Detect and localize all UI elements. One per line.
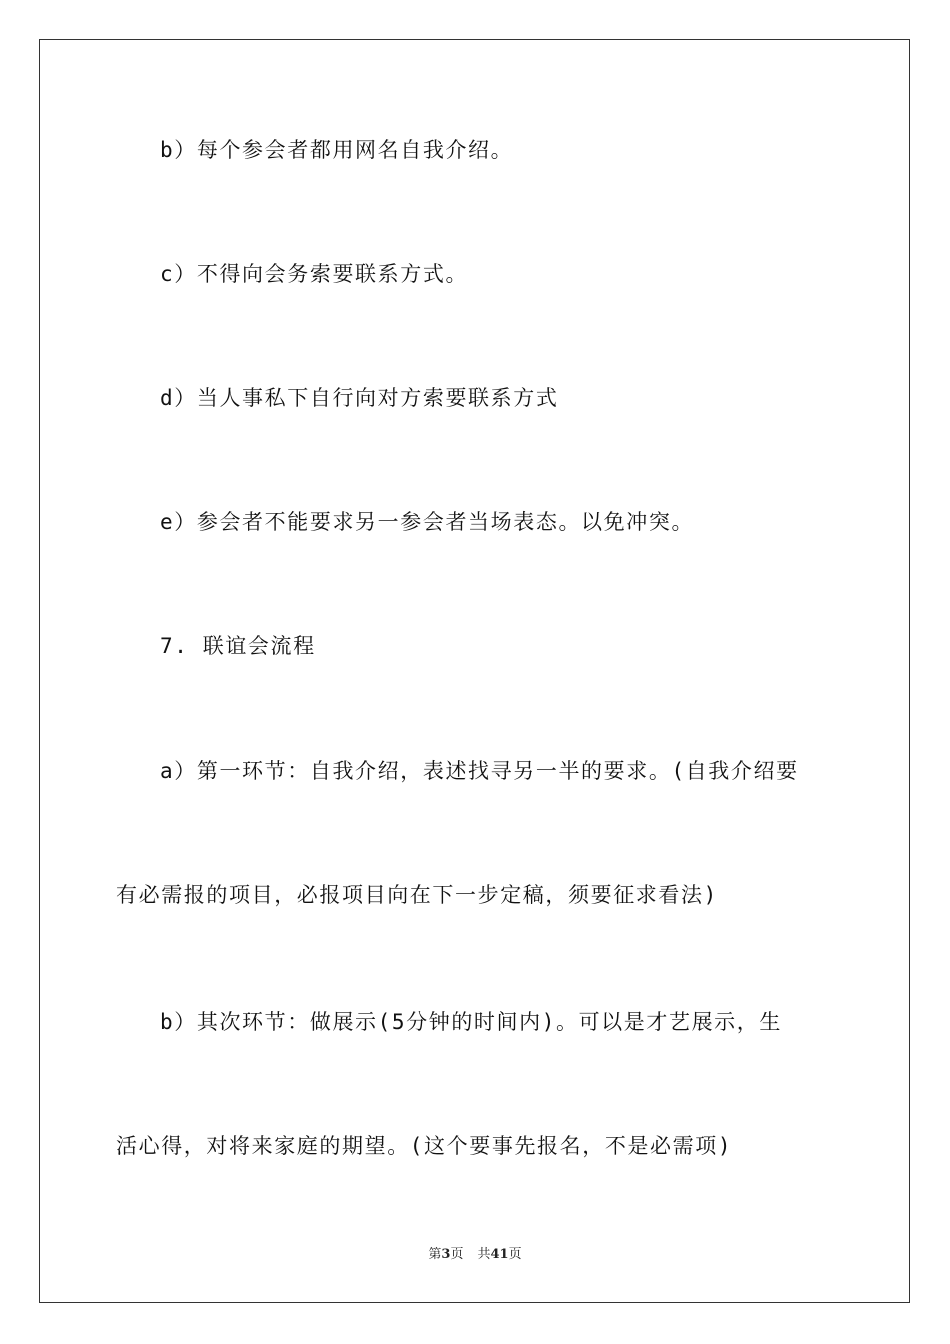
footer-total-suffix: 页 [508, 1247, 522, 1262]
step-b-line-1: b）其次环节：做展示(5分钟的时间内)。可以是才艺展示，生 [160, 1010, 782, 1034]
rule-e-line: e）参会者不能要求另一参会者当场表态。以免冲突。 [160, 510, 695, 534]
page-border [39, 39, 910, 1303]
step-b-line-2: 活心得，对将来家庭的期望。(这个要事先报名，不是必需项) [116, 1134, 733, 1158]
rule-d-line: d）当人事私下自行向对方索要联系方式 [160, 386, 559, 410]
footer-page-total: 41 [490, 1247, 509, 1262]
rule-b-line: b）每个参会者都用网名自我介绍。 [160, 138, 514, 162]
footer-page-current: 3 [441, 1247, 451, 1262]
section-7-heading: 7. 联谊会流程 [160, 634, 316, 658]
rule-c-line: c）不得向会务索要联系方式。 [160, 262, 469, 286]
step-a-line-1: a）第一环节：自我介绍，表述找寻另一半的要求。(自我介绍要 [160, 759, 799, 783]
footer-total-prefix: 共 [477, 1247, 491, 1262]
footer-page-suffix: 页 [450, 1247, 464, 1262]
footer-page-prefix: 第 [428, 1247, 442, 1262]
step-a-line-2: 有必需报的项目，必报项目向在下一步定稿，须要征求看法) [116, 883, 718, 907]
page-footer [0, 1246, 950, 1264]
